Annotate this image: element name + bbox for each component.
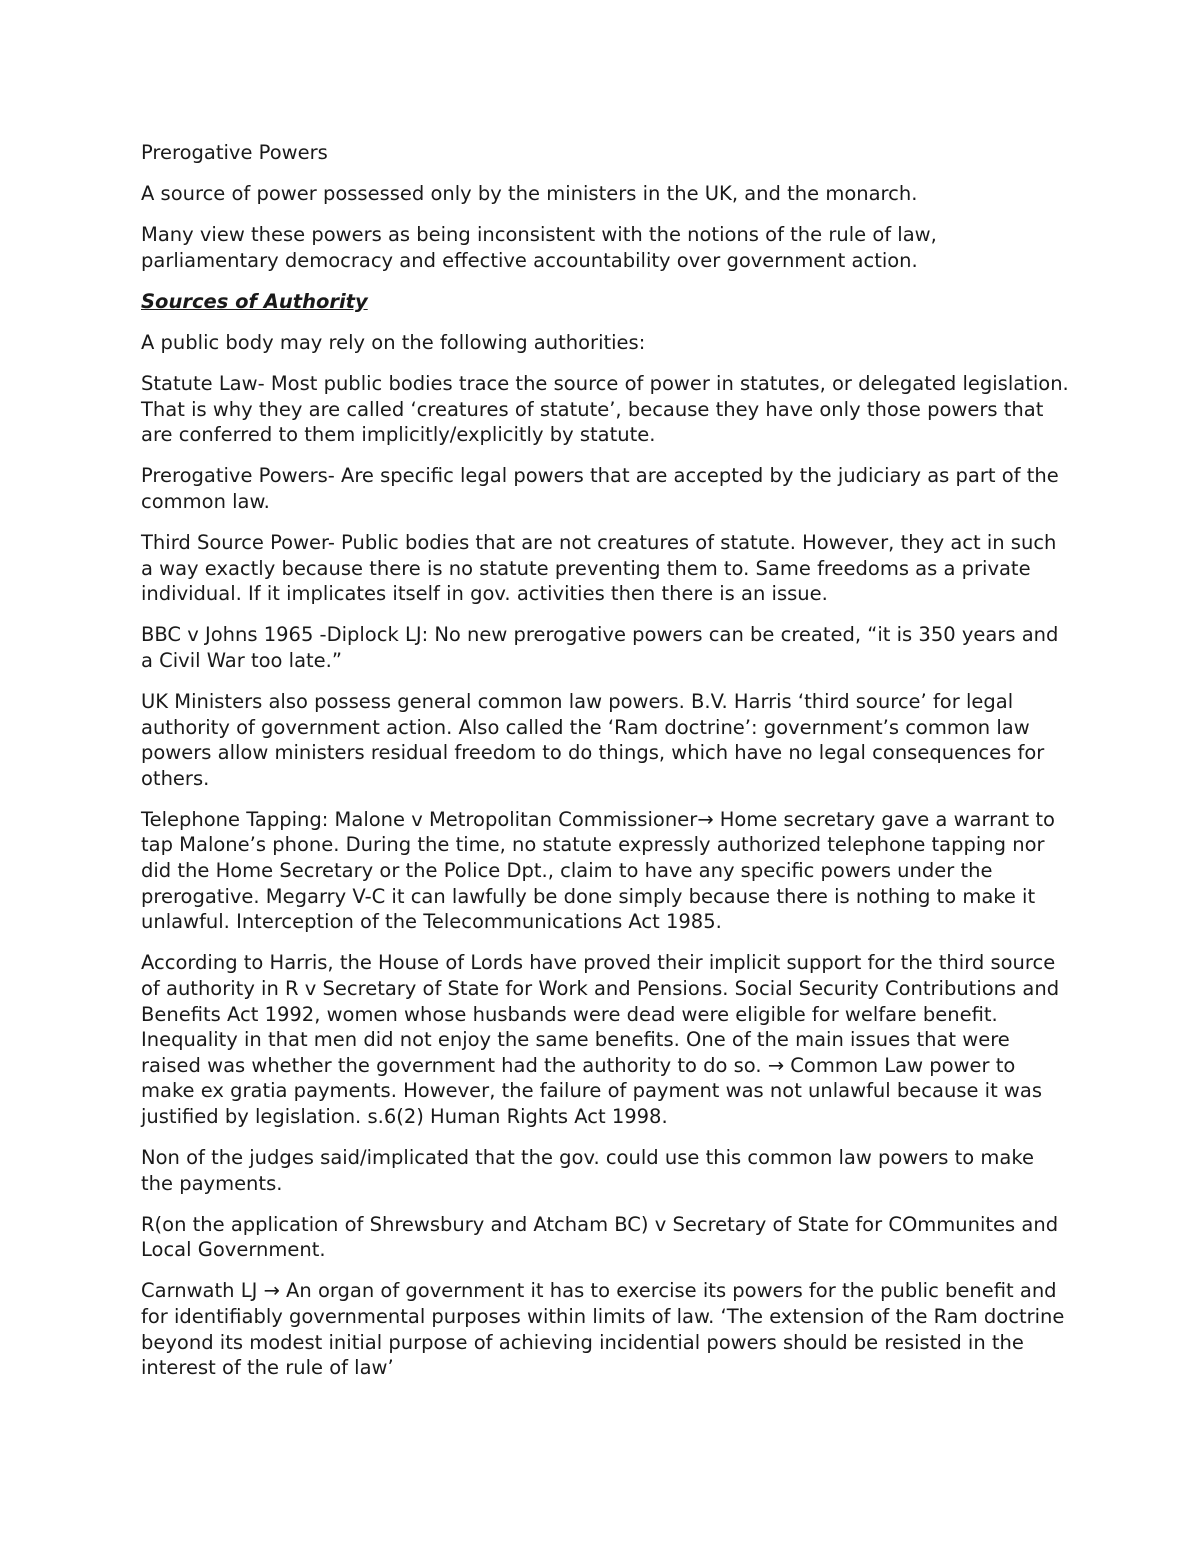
section-paragraph: R(on the application of Shrewsbury and Atcham BC) v Secretary of State for COmmunites and Local Government. (141, 1212, 1059, 1262)
section-paragraph: Carnwath LJ → An organ of government it has to exercise its powers for the public benefit and for identifiably governmental purposes within limits of law. ‘The extension of the Ram doctrine beyond its modest initial purpose of achieving incidential powers should be resisted in the interest of the rule of law’ (141, 1279, 1065, 1380)
document-title: Prerogative Powers (141, 141, 328, 164)
section-paragraph: Telephone Tapping: Malone v Metropolitan Commissioner→ Home secretary gave a warrant to tap Malone’s phone. During the time, no statute expressly authorized telephone tapping nor did the Home Secretary or the Police Dpt., claim to have any specific powers under the prerogative. Megarry V-C it can lawfully be done simply because there is nothing to make it unlawful. Interception of the Telecommunications Act 1985. (141, 807, 1055, 934)
section-paragraph: Non of the judges said/implicated that the gov. could use this common law powers to make the payments. (141, 1146, 1034, 1195)
document-page (141, 140, 1071, 1396)
section-paragraph: According to Harris, the House of Lords have proved their implicit support for the third source of authority in R v Secretary of State for Work and Pensions. Social Security Contributions and Benefits Act 1992, women whose husbands were dead were eligible for welfare benefit. Inequality in that men did not enjoy the same benefits. One of the main issues that were raised was whether the government had the authority to do so. → Common Law power to make ex gratia payments. However, the failure of payment was not unlawful because it was justified by legislation. s.6(2) Human Rights Act 1998. (141, 951, 1060, 1128)
section-paragraph: A public body may rely on the following authorities: (141, 330, 646, 354)
section-paragraph: BBC v Johns 1965 -Diplock LJ: No new prerogative powers can be created, “it is 350 years and a Civil War too late.” (141, 623, 1059, 672)
section-paragraph: UK Ministers also possess general common law powers. B.V. Harris ‘third source’ for legal authority of government action. Also called the ‘Ram doctrine’: government’s common law powers allow ministers residual freedom to do things, which have no legal consequences for others. (141, 690, 1045, 790)
intro-paragraph: A source of power possessed only by the ministers in the UK, and the monarch. (141, 182, 918, 206)
section-heading: Sources of Authority (141, 289, 368, 313)
section-paragraph: Third Source Power- Public bodies that are not creatures of statute. However, they act in such a way exactly because there is no statute preventing them to. Same freedoms as a private individual. If it implicates itself in gov. activities then there is an issue. (141, 531, 1057, 606)
section-paragraph: Statute Law- Most public bodies trace the source of power in statutes, or delegated legislation. That is why they are called ‘creatures of statute’, because they have only those powers that are conferred to them implicitly/explicitly by statute. (141, 372, 1069, 447)
section-paragraph: Prerogative Powers- Are specific legal powers that are accepted by the judiciary as part of the common law. (141, 464, 1059, 513)
intro-paragraph: Many view these powers as being inconsistent with the notions of the rule of law, parliamentary democracy and effective accountability over government action. (141, 223, 937, 272)
